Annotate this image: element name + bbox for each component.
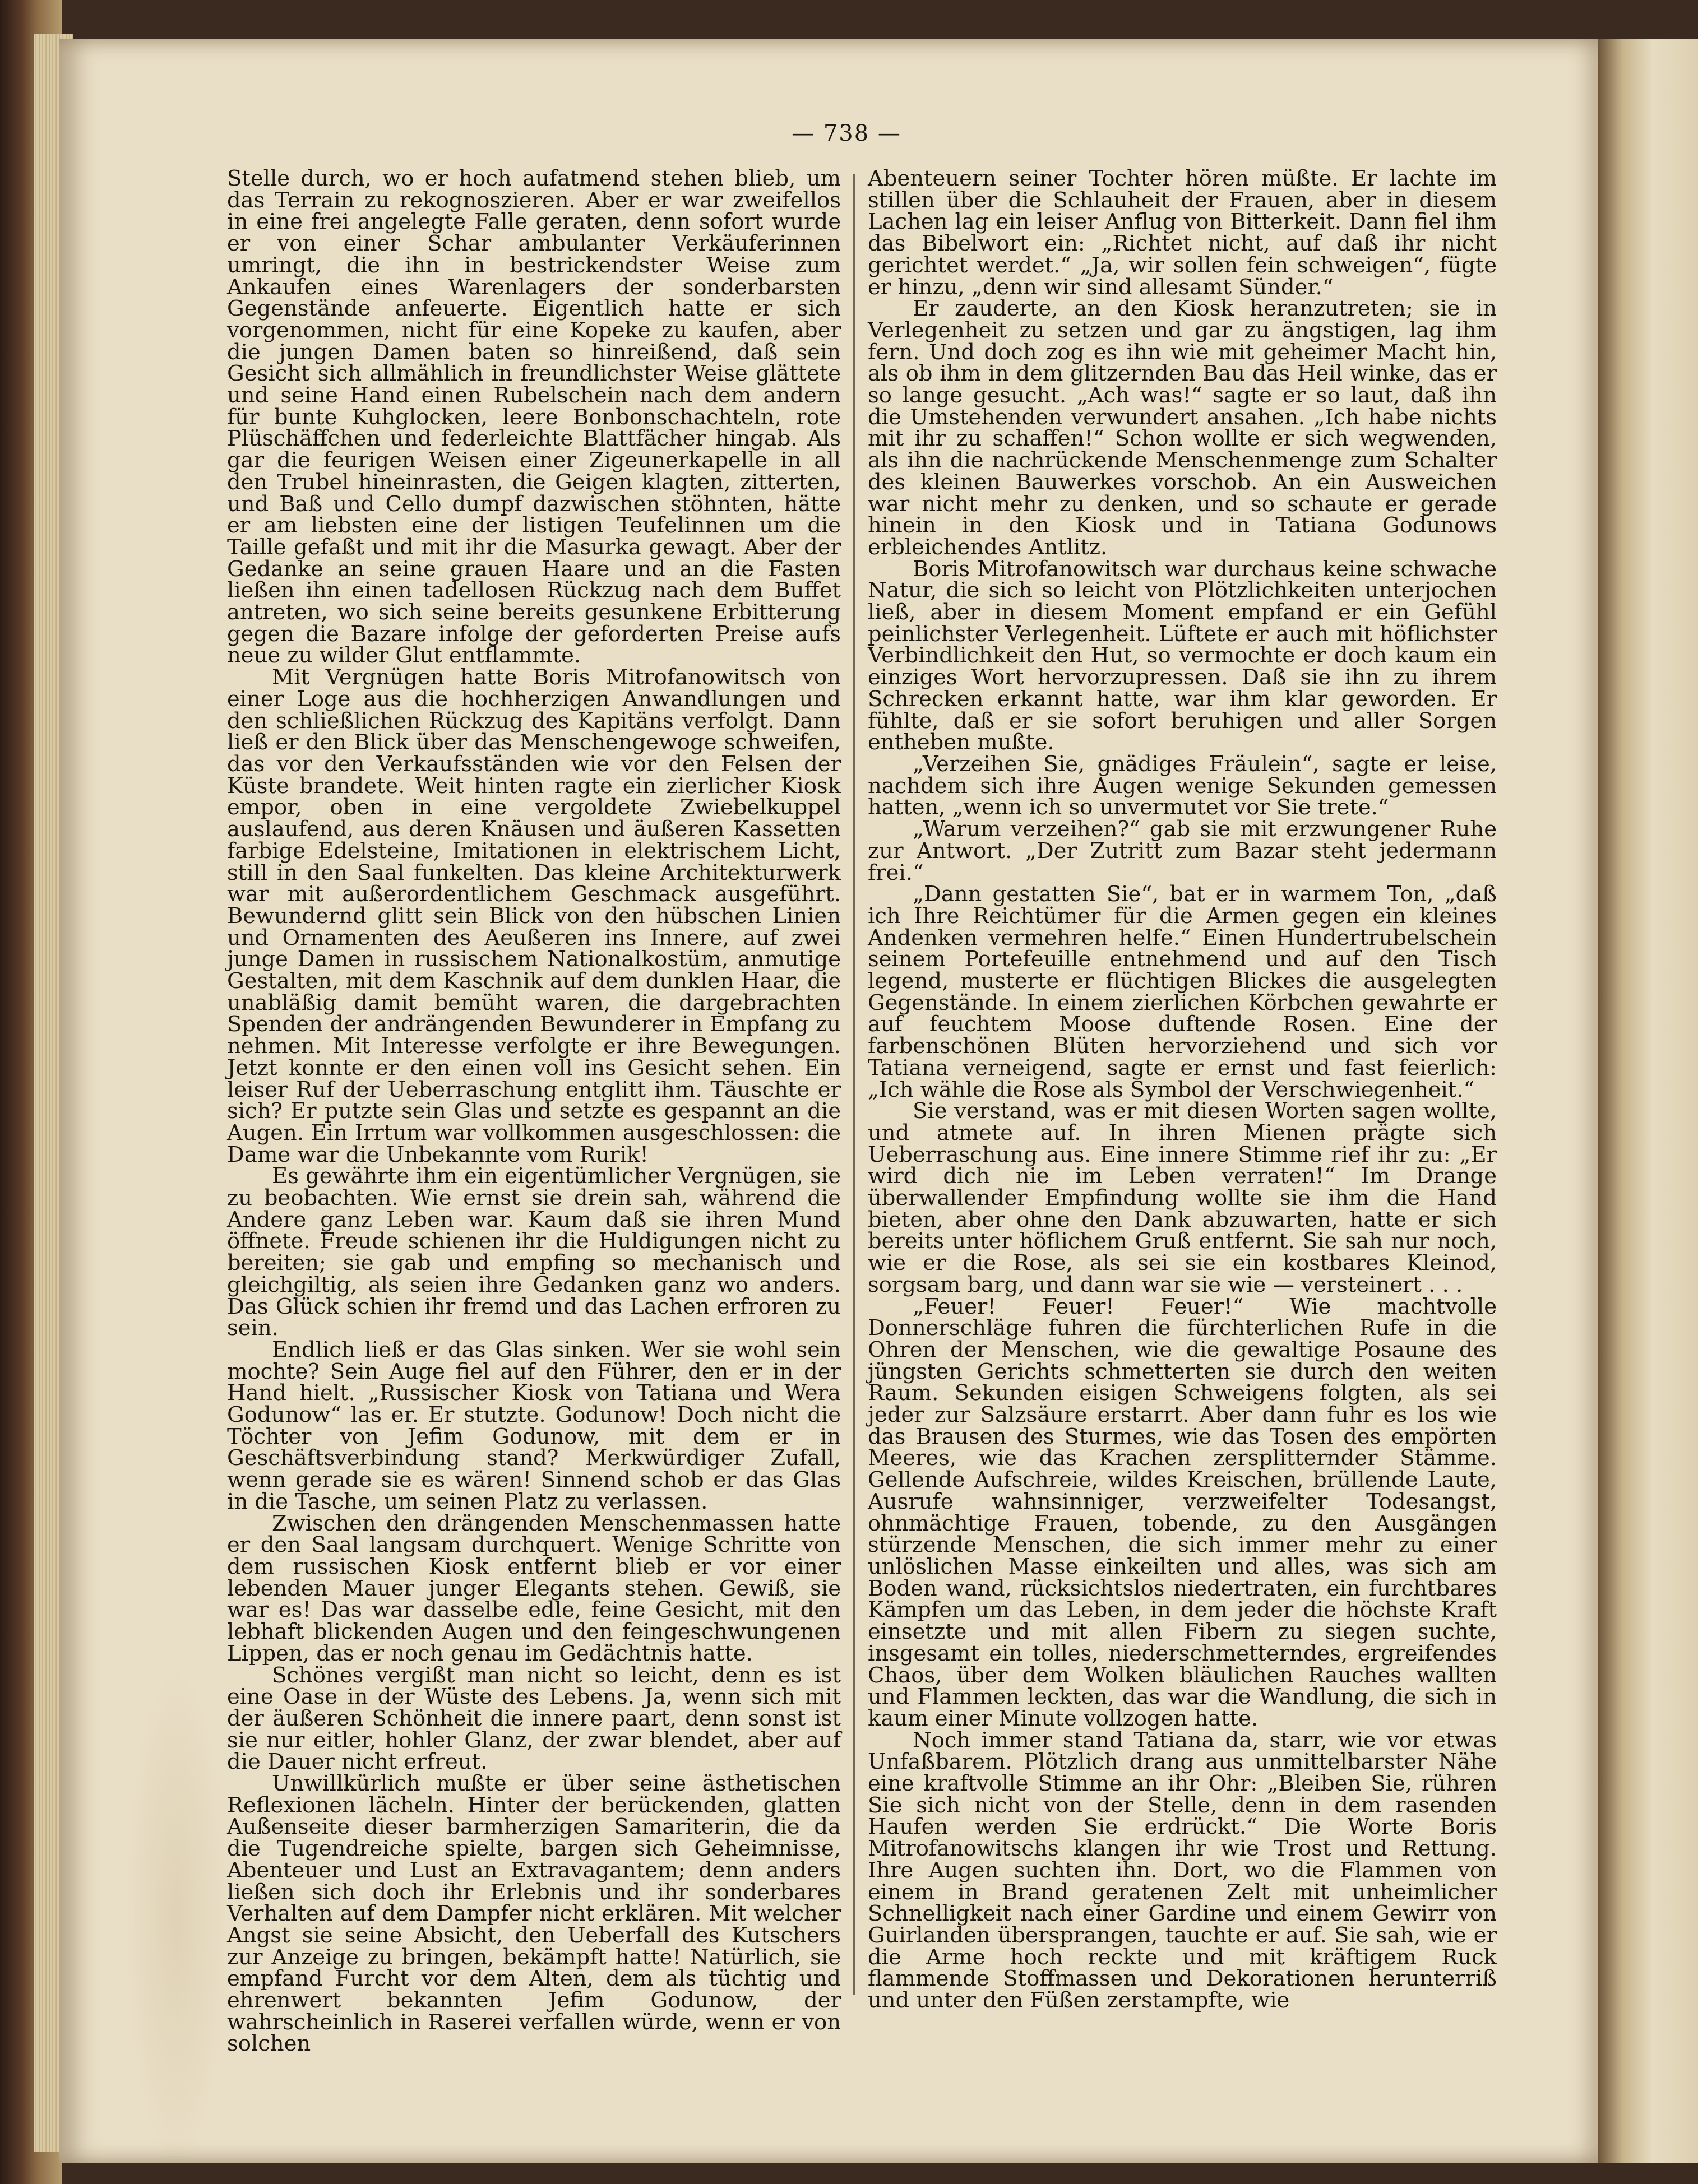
paragraph: Unwillkürlich mußte er über seine ästhetischen Reflexionen lächeln. Hinter der berückenden, glatten Außenseite dieser barmherzigen Samariterin, die da die Tugendreiche spielte, bargen sich Geheimnisse, Abenteuer und Lust an Extravagantem; denn anders ließen sich doch ihr Erlebnis und ihr sonderbares Verhalten auf dem Dampfer nicht erklären. Mit welcher Angst sie seine Absicht, den Ueberfall des Kutschers zur Anzeige zu bringen, bekämpft hatte! Natürlich, sie empfand Furcht vor dem Alten, dem als tüchtig und ehrenwert bekannten Jefim Godunow, der wahrscheinlich in Raserei verfallen würde, wenn er von solchen [227, 1771, 841, 2057]
facing-page-edge [1598, 39, 1698, 2163]
left-text-column [227, 166, 841, 2057]
paragraph: „Feuer! Feuer! Feuer!“ Wie machtvolle Donnerschläge fuhren die fürchterlichen Rufe in die Ohren der Menschen, wie die gewaltige Posaune des jüngsten Gerichts schmetterten sie durch den weiten Raum. Sekunden eisigen Schweigens folgten, als sei jeder zur Salzsäure erstarrt. Aber dann fuhr es los wie das Brausen des Sturmes, wie das Tosen des empörten Meeres, wie das Krachen zersplitternder Stämme. Gellende Aufschreie, wildes Kreischen, brüllende Laute, Ausrufe wahnsinniger, verzweifelter Todesangst, ohnmächtige Frauen, tobende, zu den Ausgängen stürzende Menschen, die sich immer mehr zu einer unlöslichen Masse einkeilten und alles, was sich am Boden wand, rücksichtslos niedertraten, ein furchtbares Kämpfen um das Leben, in dem jeder die höchste Kraft einsetzte und mit allen Fibern zu siegen suchte, insgesamt ein tolles, niederschmetterndes, ergreifendes Chaos, über dem Wolken bläulichen Rauches wallten und Flammen leckten, das war die Wandlung, die sich in kaum einer Minute vollzogen hatte. [868, 1293, 1497, 1731]
paragraph: „Dann gestatten Sie“, bat er in warmem Ton, „daß ich Ihre Reichtümer für die Armen gegen ein kleines Andenken vermehren helfe.“ Einen Hundertrubelschein seinem Portefeuille entnehmend und auf den Tisch legend, musterte er flüchtigen Blickes die ausgelegten Gegenstände. In einem zierlichen Körbchen gewahrte er auf feuchtem Moose duftende Rosen. Eine der farbenschönen Blüten hervorziehend und sich vor Tatiana verneigend, sagte er ernst und fast feierlich: „Ich wähle die Rose als Symbol der Verschwiegenheit.“ [868, 882, 1497, 1102]
paragraph: Stelle durch, wo er hoch aufatmend stehen blieb, um das Terrain zu rekognoszieren. Aber er war zweifellos in eine frei angelegte Falle geraten, denn sofort wurde er von einer Schar ambulanter Verkäuferinnen umringt, die ihn in bestrickendster Weise zum Ankaufen eines Warenlagers der sonderbarsten Gegenstände anfeuerte. Eigentlich hatte er sich vorgenommen, nicht für eine Kopeke zu kaufen, aber die jungen Damen baten so hinreißend, daß sein Gesicht sich allmählich in freundlichster Weise glättete und seine Hand einen Rubelschein nach dem andern für bunte Kuhglocken, leere Bonbonschachteln, rote Plüschäffchen und federleichte Blattfächer hingab. Als gar die feurigen Weisen einer Zigeunerkapelle in all den Trubel hineinrasten, die Geigen klagten, zitterten, und Baß und Cello dumpf dazwischen stöhnten, hätte er am liebsten eine der listigen Teufelinnen um die Taille gefaßt und mit ihr die Masurka gewagt. Aber der Gedanke an seine grauen Haare und an die Fasten ließen ihn einen tadellosen Rückzug nach dem Buffet antreten, wo sich seine bereits gesunkene Erbitterung gegen die Bazare infolge der geforderten Preise aufs neue zu wilder Glut entflammte. [227, 166, 841, 669]
paragraph: Abenteuern seiner Tochter hören müßte. Er lachte im stillen über die Schlauheit der Frauen, aber in diesem Lachen lag ein leiser Anflug von Bitterkeit. Dann fiel ihm das Bibelwort ein: „Richtet nicht, auf daß ihr nicht gerichtet werdet.“ „Ja, wir sollen fein schweigen“, fügte er hinzu, „denn wir sind allesamt Sünder.“ [868, 166, 1497, 300]
paragraph: Endlich ließ er das Glas sinken. Wer sie wohl sein mochte? Sein Auge fiel auf den Führer, den er in der Hand hielt. „Russischer Kiosk von Tatiana und Wera Godunow“ las er. Er stutzte. Godunow! Doch nicht die Töchter von Jefim Godunow, mit dem er in Geschäftsverbindung stand? Merkwürdiger Zufall, wenn gerade sie es wären! Sinnend schob er das Glas in die Tasche, um seinen Platz zu verlassen. [227, 1337, 841, 1514]
paragraph: „Warum verzeihen?“ gab sie mit erzwungener Ruhe zur Antwort. „Der Zutritt zum Bazar steht jedermann frei.“ [868, 817, 1497, 885]
page-number: — 738 — [792, 120, 901, 146]
paragraph: Noch immer stand Tatiana da, starr, wie vor etwas Unfaßbarem. Plötzlich drang aus unmittelbarster Nähe eine kraftvolle Stimme an ihr Ohr: „Bleiben Sie, rühren Sie sich nicht von der Stelle, denn in dem rasenden Haufen werden Sie erdrückt.“ Die Worte Boris Mitrofanowitschs klangen ihr wie Trost und Rettung. Ihre Augen suchten ihn. Dort, wo die Flammen von einem in Brand geratenen Zelt mit unheimlicher Schnelligkeit nach einer Gardine und einem Gewirr von Guirlanden übersprangen, tauchte er auf. Sie sah, wie er die Arme hoch reckte und mit kräftigem Ruck flammende Stoffmassen und Dekorationen herunterriß und unter den Füßen zerstampfte, wie [868, 1727, 1497, 2014]
paragraph: Zwischen den drängenden Menschenmassen hatte er den Saal langsam durchquert. Wenige Schritte von dem russischen Kiosk entfernt blieb er vor einer lebenden Mauer junger Elegants stehen. Gewiß, sie war es! Das war dasselbe edle, feine Gesicht, mit den lebhaft blickenden Augen und den feingeschwungenen Lippen, das er noch genau im Gedächtnis hatte. [227, 1510, 841, 1666]
paragraph: Mit Vergnügen hatte Boris Mitrofanowitsch von einer Loge aus die hochherzigen Anwandlungen und den schließlichen Rückzug des Kapitäns verfolgt. Dann ließ er den Blick über das Menschengewoge schweifen, das vor den Verkaufsständen wie vor den Felsen der Küste brandete. Weit hinten ragte ein zierlicher Kiosk empor, oben in eine vergoldete Zwiebelkuppel auslaufend, aus deren Knäusen und äußeren Kassetten farbige Edelsteine, Imitationen in elektrischem Licht, still in den Saal funkelten. Das kleine Architekturwerk war mit außerordentlichem Geschmack ausgeführt. Bewundernd glitt sein Blick von den hübschen Linien und Ornamenten des Aeußeren ins Innere, auf zwei junge Damen in russischem Nationalkostüm, anmutige Gestalten, mit dem Kaschnik auf dem dunklen Haar, die unabläßig damit bemüht waren, die dargebrachten Spenden der andrängenden Bewunderer in Empfang zu nehmen. Mit Interesse verfolgte er ihre Bewegungen. Jetzt konnte er den einen voll ins Gesicht sehen. Ein leiser Ruf der Ueberraschung entglitt ihm. Täuschte er sich? Er putzte sein Glas und setzte es gespannt an die Augen. Ein Irrtum war vollkommen ausgeschlossen: die Dame war die Unbekannte vom Rurik! [227, 665, 841, 1167]
paragraph: Es gewährte ihm ein eigentümlicher Vergnügen, sie zu beobachten. Wie ernst sie drein sah, während die Andere ganz Leben war. Kaum daß sie ihren Mund öffnete. Freude schienen ihr die Huldigungen nicht zu bereiten; sie gab und empfing so mechanisch und gleichgiltig, als seien ihre Gedanken ganz wo anders. Das Glück schien ihr fremd und das Lachen erfroren zu sein. [227, 1163, 841, 1341]
paragraph: „Verzeihen Sie, gnädiges Fräulein“, sagte er leise, nachdem sich ihre Augen wenige Sekunden gemessen hatten, „wenn ich so unvermutet vor Sie trete.“ [868, 751, 1497, 820]
paragraph: Sie verstand, was er mit diesen Worten sagen wollte, und atmete auf. In ihren Mienen prägte sich Ueberraschung aus. Eine innere Stimme rief ihr zu: „Er wird dich nie im Leben verraten!“ Im Drange überwallender Empfindung wollte sie ihm die Hand bieten, aber ohne den Dank abzuwarten, hatte er sich bereits unter höflichem Gruß entfernt. Sie sah nur noch, wie er die Rose, als sei sie ein kostbares Kleinod, sorgsam barg, und dann war sie wie — versteinert . . . [868, 1098, 1497, 1297]
paragraph: Er zauderte, an den Kiosk heranzutreten; sie in Verlegenheit zu setzen und gar zu ängstigen, lag ihm fern. Und doch zog es ihn wie mit geheimer Macht hin, als ob ihm in dem glitzernden Bau das Heil winke, das er so lange gesucht. „Ach was!“ sagte er so laut, daß ihn die Umstehenden verwundert ansahen. „Ich habe nichts mit ihr zu schaffen!“ Schon wollte er sich wegwenden, als ihn die nachrückende Menschenmenge zum Schalter des kleinen Bauwerkes vorschob. An ein Ausweichen war nicht mehr zu denken, und so schaute er gerade hinein in den Kiosk und in Tatiana Godunows erbleichendes Antlitz. [868, 296, 1497, 560]
right-text-column [868, 166, 1497, 2014]
paragraph: Schönes vergißt man nicht so leicht, denn es ist eine Oase in der Wüste des Lebens. Ja, wenn sich mit der äußeren Schönheit die innere paart, denn sonst ist sie nur eitler, hohler Glanz, der zwar blendet, aber auf die Dauer nicht erfreut. [227, 1662, 841, 1775]
column-divider [853, 174, 855, 1995]
paragraph: Boris Mitrofanowitsch war durchaus keine schwache Natur, die sich so leicht von Plötzlichkeiten unterjochen ließ, aber in diesem Moment empfand er ein Gefühl peinlichster Verlegenheit. Lüftete er auch mit höflichster Verbindlichkeit den Hut, so vermochte er doch kaum ein einziges Wort hervorzupressen. Daß sie ihn zu ihrem Schrecken erkannt hatte, war ihm klar geworden. Er fühlte, daß er sie sofort beruhigen und aller Sorgen entheben mußte. [868, 556, 1497, 755]
paper-stain [126, 1664, 227, 2169]
